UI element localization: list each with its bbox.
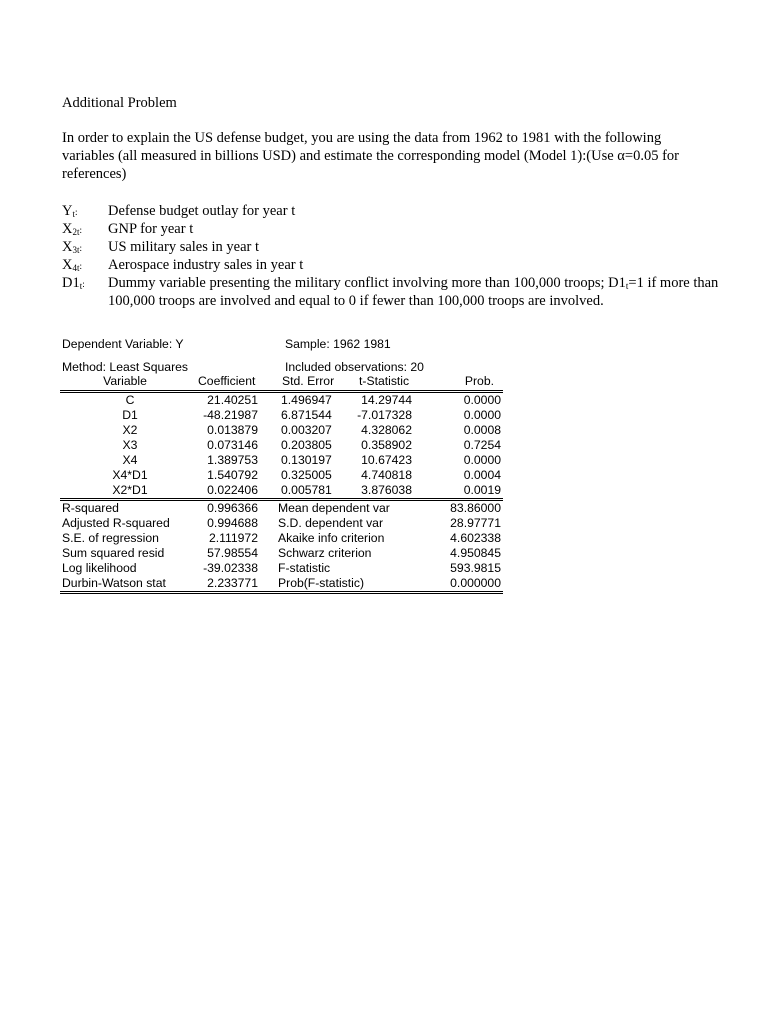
variable-list	[62, 202, 722, 310]
table-row	[0, 423, 768, 438]
variable-symbol: $Y_t$:	[62, 203, 78, 219]
stat-label: Sum squared resid	[62, 546, 165, 560]
table-rule	[60, 593, 503, 594]
stat-label: Mean dependent var	[278, 501, 390, 515]
stat-label: Adjusted R-squared	[62, 516, 170, 530]
cell-std-error: 6.871544	[281, 408, 332, 422]
stat-label: Durbin-Watson stat	[62, 576, 166, 590]
header-t-statistic: t-Statistic	[359, 374, 410, 388]
variable-description: US military sales in year t	[108, 239, 260, 255]
table-rule	[60, 498, 503, 499]
stat-label: Akaike info criterion	[278, 531, 385, 545]
header-std-error: Std. Error	[282, 374, 335, 388]
variable-description: Dummy variable presenting the military conflict involving more than 100,000 troops; $D1_t=1$ if more than 100,000 troops are involved and equal to 0 if fewer than 100,000 troops are involved.	[108, 275, 719, 309]
cell-coefficient: 0.013879	[207, 423, 258, 437]
included-observations: Included observations: 20	[285, 360, 424, 374]
stat-label: R-squared	[62, 501, 119, 515]
variable-item	[62, 202, 722, 220]
cell-std-error: 0.003207	[281, 423, 332, 437]
header-coefficient: Coefficient	[198, 374, 256, 388]
stat-label: S.D. dependent var	[278, 516, 384, 530]
cell-prob: 0.0008	[463, 423, 501, 437]
variable-symbol: $X_{3t}$:	[62, 239, 83, 255]
cell-prob: 0.0000	[463, 453, 501, 467]
cell-std-error: 0.130197	[281, 453, 332, 467]
table-row	[0, 516, 768, 531]
variable-description: GNP for year t	[108, 221, 194, 237]
variable-item	[62, 274, 722, 310]
table-row	[0, 561, 768, 576]
cell-coefficient: 21.40251	[207, 393, 258, 407]
stat-label: Schwarz criterion	[278, 546, 372, 560]
estimation-method: Method: Least Squares	[62, 360, 189, 374]
variable-symbol: $D1_t$:	[62, 275, 85, 291]
variable-item	[62, 220, 722, 238]
stat-value: 0.996366	[207, 501, 258, 515]
stat-value: 2.111972	[208, 531, 258, 545]
variable-symbol: $X_{4t}$:	[62, 257, 83, 273]
problem-intro: In order to explain the US defense budget, you are using the data from 1962 to 1981 with the following variables (all measured in billions USD) and estimate the corresponding model (Model 1):(Use α=0.05 for references)	[62, 130, 679, 182]
cell-prob: 0.7254	[463, 438, 501, 452]
variable-description: Aerospace industry sales in year t	[108, 257, 304, 273]
cell-prob: 0.0004	[463, 468, 501, 482]
cell-coefficient: 1.540792	[207, 468, 258, 482]
problem-title: Additional Problem	[62, 95, 177, 111]
stat-value: 0.000000	[450, 576, 501, 590]
cell-variable: X2	[122, 423, 138, 437]
cell-t-statistic: 4.740818	[361, 468, 412, 482]
table-row	[0, 501, 768, 516]
cell-std-error: 0.005781	[281, 483, 332, 497]
table-row	[0, 546, 768, 561]
stat-value: -39.02338	[203, 561, 258, 575]
cell-t-statistic: -7.017328	[357, 408, 412, 422]
stat-value: 593.9815	[450, 561, 501, 575]
cell-coefficient: 1.389753	[207, 453, 258, 467]
table-row	[0, 453, 768, 468]
cell-variable: X4*D1	[112, 468, 148, 482]
cell-t-statistic: 4.328062	[361, 423, 412, 437]
table-row	[0, 408, 768, 423]
header-variable: Variable	[103, 374, 147, 388]
cell-prob: 0.0000	[463, 408, 501, 422]
variable-symbol: $X_{2t}$:	[62, 221, 83, 237]
cell-std-error: 0.203805	[281, 438, 332, 452]
cell-std-error: 1.496947	[281, 393, 332, 407]
cell-coefficient: -48.21987	[203, 408, 258, 422]
cell-variable: D1	[122, 408, 138, 422]
variable-item	[62, 256, 722, 274]
stat-value: 2.233771	[207, 576, 258, 590]
stat-label: Prob(F-statistic)	[278, 576, 364, 590]
cell-variable: X4	[122, 453, 138, 467]
stat-value: 4.950845	[450, 546, 501, 560]
variable-description: Defense budget outlay for year t	[108, 203, 296, 219]
cell-t-statistic: 14.29744	[361, 393, 412, 407]
table-row	[0, 393, 768, 408]
table-row	[0, 576, 768, 591]
table-row	[0, 483, 768, 498]
cell-variable: C	[125, 393, 135, 407]
cell-t-statistic: 3.876038	[361, 483, 412, 497]
variable-item	[62, 238, 722, 256]
stat-value: 0.994688	[207, 516, 258, 530]
stat-value: 83.86000	[450, 501, 501, 515]
cell-prob: 0.0019	[463, 483, 501, 497]
cell-prob: 0.0000	[463, 393, 501, 407]
stat-value: 28.97771	[450, 516, 501, 530]
cell-t-statistic: 10.67423	[361, 453, 412, 467]
cell-variable: X3	[122, 438, 138, 452]
table-row	[0, 468, 768, 483]
cell-t-statistic: 0.358902	[361, 438, 412, 452]
table-row	[0, 438, 768, 453]
dependent-variable: Dependent Variable: Y	[62, 337, 184, 351]
table-rule	[60, 390, 503, 391]
stat-label: S.E. of regression	[62, 531, 159, 545]
stat-value: 4.602338	[450, 531, 501, 545]
table-rule	[60, 591, 503, 592]
cell-variable: X2*D1	[112, 483, 148, 497]
stat-value: 57.98554	[207, 546, 258, 560]
header-prob: Prob.	[464, 374, 494, 388]
cell-std-error: 0.325005	[281, 468, 332, 482]
cell-coefficient: 0.022406	[207, 483, 258, 497]
stat-label: F-statistic	[278, 561, 331, 575]
table-row	[0, 531, 768, 546]
cell-coefficient: 0.073146	[207, 438, 258, 452]
stat-label: Log likelihood	[62, 561, 137, 575]
sample-range: Sample: 1962 1981	[285, 337, 391, 351]
